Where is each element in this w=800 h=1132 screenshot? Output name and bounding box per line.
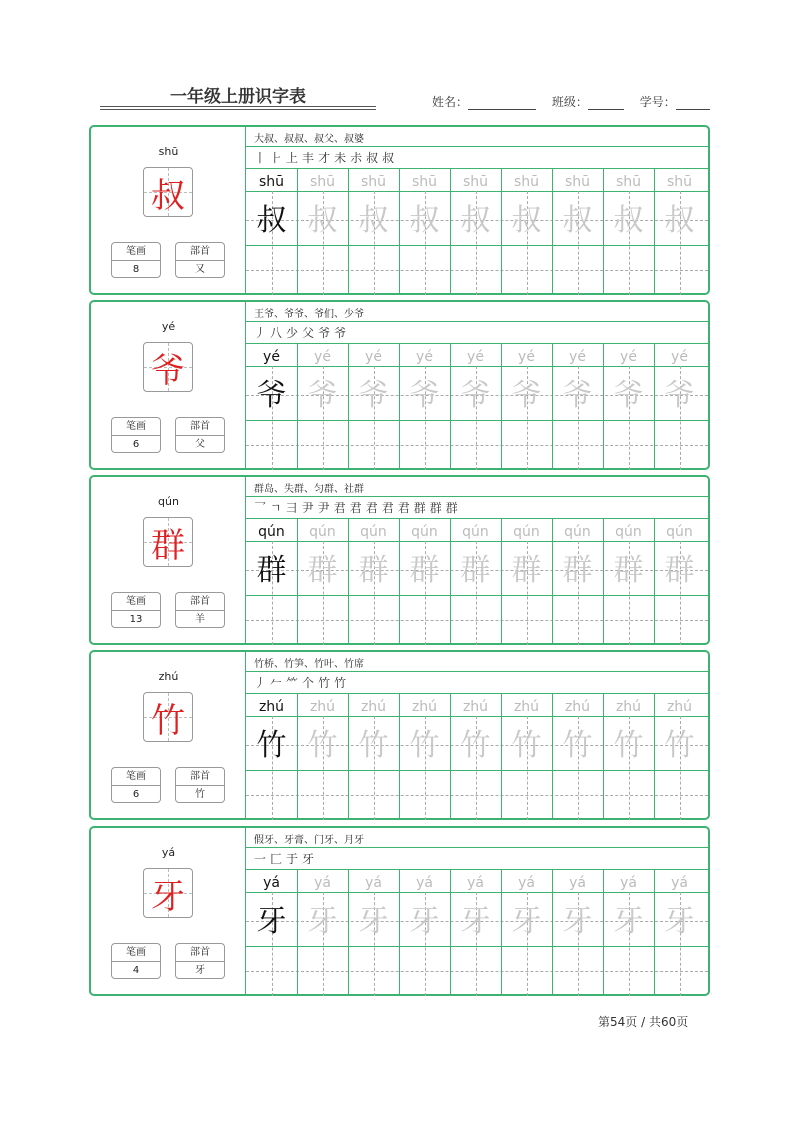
character-trace[interactable]: 叔: [664, 203, 695, 238]
character-display-box: [143, 692, 193, 742]
pinyin-trace[interactable]: yá: [620, 875, 637, 891]
example-words: 竹桥、竹笋、竹叶、竹席: [254, 659, 364, 670]
page-number: 第54页 / 共60页: [598, 1015, 689, 1029]
stroke-step: 未: [334, 151, 347, 165]
character-glyph: 爷: [151, 350, 185, 391]
row-divider: [246, 496, 708, 497]
character-glyph: 牙: [151, 876, 185, 917]
pinyin-trace[interactable]: shū: [513, 174, 540, 190]
pinyin-trace[interactable]: qún: [360, 524, 387, 540]
character-info-panel: [91, 477, 246, 643]
example-words: 王爷、爷爷、爷们、少爷: [254, 309, 364, 320]
character-trace[interactable]: 牙: [613, 904, 644, 939]
character-card: [89, 300, 710, 470]
character-trace[interactable]: 竹: [511, 728, 542, 763]
pinyin-trace[interactable]: qún: [564, 524, 591, 540]
pinyin-label: qún: [158, 495, 179, 508]
character-trace[interactable]: 叔: [562, 203, 593, 238]
pinyin-trace[interactable]: yá: [314, 875, 331, 891]
radical-box: [175, 417, 225, 453]
stroke-step: 爷: [318, 326, 331, 340]
pinyin-model: qún: [258, 524, 285, 540]
stroke-step: 于: [286, 852, 299, 866]
pinyin-model: yé: [263, 349, 280, 365]
character-trace[interactable]: 叔: [511, 203, 542, 238]
pinyin-trace[interactable]: yé: [671, 349, 688, 365]
stroke-step: 爷: [334, 326, 347, 340]
pinyin-trace[interactable]: yé: [620, 349, 637, 365]
number-field[interactable]: [640, 93, 710, 110]
character-trace[interactable]: 牙: [307, 904, 338, 939]
character-glyph: 群: [151, 525, 185, 566]
pinyin-trace[interactable]: yá: [416, 875, 433, 891]
stroke-count-box: [111, 943, 161, 979]
pinyin-trace[interactable]: yá: [518, 875, 535, 891]
pinyin-trace[interactable]: yé: [314, 349, 331, 365]
name-field[interactable]: [432, 93, 536, 110]
stroke-step: 丨: [254, 151, 267, 165]
pinyin-model: yá: [263, 875, 280, 891]
character-trace[interactable]: 群: [511, 553, 542, 588]
pinyin-trace[interactable]: yé: [365, 349, 382, 365]
radical-label: 部首: [176, 243, 224, 261]
character-trace[interactable]: 叔: [613, 203, 644, 238]
character-trace[interactable]: 爷: [562, 378, 593, 413]
stroke-order-sequence: [254, 499, 462, 517]
radical-value: 羊: [195, 614, 205, 625]
character-model: 群: [256, 553, 287, 588]
pinyin-trace[interactable]: qún: [513, 524, 540, 540]
stroke-count-label: 笔画: [112, 768, 160, 786]
pinyin-trace[interactable]: zhú: [360, 699, 387, 715]
pinyin-trace[interactable]: yé: [569, 349, 586, 365]
row-divider: [246, 146, 708, 147]
pinyin-trace[interactable]: yá: [569, 875, 586, 891]
row-divider: [246, 671, 708, 672]
pinyin-trace[interactable]: shū: [666, 174, 693, 190]
character-trace[interactable]: 群: [358, 553, 389, 588]
character-model: 爷: [256, 378, 287, 413]
stroke-step: 叔: [382, 151, 395, 165]
number-label: 学号：: [639, 95, 676, 109]
row-divider: [246, 847, 708, 848]
stroke-step: 君: [349, 501, 362, 515]
pinyin-trace[interactable]: zhú: [513, 699, 540, 715]
stroke-order-sequence: [254, 674, 350, 692]
character-trace[interactable]: 群: [613, 553, 644, 588]
character-trace[interactable]: 牙: [664, 904, 695, 939]
character-card: [89, 650, 710, 820]
guide-line: [246, 971, 708, 972]
pinyin-label: shū: [158, 145, 179, 158]
radical-value: 牙: [195, 965, 205, 976]
stroke-order-sequence: [254, 324, 350, 342]
character-glyph: 叔: [151, 175, 185, 216]
character-trace[interactable]: 爷: [613, 378, 644, 413]
character-display-box: [143, 342, 193, 392]
character-trace[interactable]: 牙: [511, 904, 542, 939]
stroke-count-box: [111, 592, 161, 628]
stroke-step: 乛: [254, 501, 267, 515]
stroke-count-label: 笔画: [112, 593, 160, 611]
character-trace[interactable]: 爷: [358, 378, 389, 413]
character-trace[interactable]: 竹: [358, 728, 389, 763]
character-trace[interactable]: 爷: [409, 378, 440, 413]
pinyin-trace[interactable]: qún: [411, 524, 438, 540]
radical-box: [175, 242, 225, 278]
stroke-count-value: 4: [132, 965, 140, 976]
character-display-box: [143, 167, 193, 217]
pinyin-trace[interactable]: yá: [365, 875, 382, 891]
stroke-step: 丿: [254, 676, 267, 690]
stroke-step: 群: [429, 501, 442, 515]
class-label: 班级：: [551, 95, 588, 109]
radical-box: [175, 767, 225, 803]
example-words: 大叔、叔叔、叔父、叔婆: [254, 134, 364, 145]
stroke-count-label: 笔画: [112, 418, 160, 436]
radical-box: [175, 943, 225, 979]
stroke-step: ⺮: [286, 676, 299, 690]
stroke-step: ⺊: [270, 151, 283, 165]
character-display-box: [143, 517, 193, 567]
pinyin-trace[interactable]: qún: [666, 524, 693, 540]
character-trace[interactable]: 爷: [511, 378, 542, 413]
stroke-count-box: [111, 417, 161, 453]
pinyin-trace[interactable]: shū: [462, 174, 489, 190]
row-divider: [246, 518, 708, 519]
character-trace[interactable]: 竹: [664, 728, 695, 763]
character-trace[interactable]: 叔: [358, 203, 389, 238]
character-model: 竹: [256, 728, 287, 763]
stroke-step: 父: [302, 326, 315, 340]
stroke-step: 群: [445, 501, 458, 515]
radical-label: 部首: [176, 944, 224, 962]
stroke-step: 君: [381, 501, 394, 515]
character-trace[interactable]: 群: [664, 553, 695, 588]
pinyin-trace[interactable]: qún: [462, 524, 489, 540]
student-info-fields: [432, 93, 710, 110]
character-card: [89, 125, 710, 295]
character-trace[interactable]: 叔: [307, 203, 338, 238]
character-info-panel: [91, 302, 246, 468]
character-trace[interactable]: 群: [460, 553, 491, 588]
pinyin-model: zhú: [258, 699, 285, 715]
guide-line: [246, 795, 708, 796]
pinyin-trace[interactable]: zhú: [666, 699, 693, 715]
pinyin-label: zhú: [158, 670, 179, 683]
character-trace[interactable]: 爷: [460, 378, 491, 413]
character-trace[interactable]: 叔: [409, 203, 440, 238]
character-trace[interactable]: 竹: [562, 728, 593, 763]
character-trace[interactable]: 爷: [664, 378, 695, 413]
stroke-step: 竹: [318, 676, 331, 690]
pinyin-trace[interactable]: qún: [309, 524, 336, 540]
stroke-count-label: 笔画: [112, 243, 160, 261]
example-words: 假牙、牙膏、门牙、月牙: [254, 835, 364, 846]
stroke-step: 少: [286, 326, 299, 340]
pinyin-trace[interactable]: zhú: [615, 699, 642, 715]
pinyin-trace[interactable]: yá: [467, 875, 484, 891]
stroke-step: 君: [365, 501, 378, 515]
stroke-order-sequence: [254, 149, 398, 167]
guide-line: [246, 270, 708, 271]
character-display-box: [143, 868, 193, 918]
stroke-count-value: 6: [132, 439, 140, 450]
pinyin-model: shū: [258, 174, 285, 190]
pinyin-trace[interactable]: zhú: [309, 699, 336, 715]
pinyin-trace[interactable]: shū: [309, 174, 336, 190]
radical-label: 部首: [176, 593, 224, 611]
radical-value: 又: [195, 264, 205, 275]
stroke-step: 群: [413, 501, 426, 515]
name-blank[interactable]: [468, 97, 536, 110]
stroke-step: 个: [302, 676, 315, 690]
character-trace[interactable]: 爷: [307, 378, 338, 413]
character-trace[interactable]: 牙: [409, 904, 440, 939]
class-blank[interactable]: [588, 97, 624, 110]
character-trace[interactable]: 牙: [358, 904, 389, 939]
stroke-step: 丰: [302, 151, 315, 165]
stroke-step: 一: [254, 852, 267, 866]
stroke-step: 竹: [334, 676, 347, 690]
character-model: 牙: [256, 904, 287, 939]
page-title: 一年级上册识字表: [170, 87, 306, 107]
title-underline: [100, 109, 376, 110]
row-divider: [246, 693, 708, 694]
stroke-step: 𠂉: [270, 676, 283, 690]
stroke-step: 牙: [302, 852, 315, 866]
stroke-step: 匚: [270, 852, 283, 866]
character-info-panel: [91, 652, 246, 818]
character-trace[interactable]: 群: [307, 553, 338, 588]
character-glyph: 竹: [151, 700, 185, 741]
stroke-step: 君: [333, 501, 346, 515]
character-trace[interactable]: 竹: [409, 728, 440, 763]
name-label: 姓名：: [432, 95, 469, 109]
character-trace[interactable]: 群: [409, 553, 440, 588]
radical-label: 部首: [176, 768, 224, 786]
character-info-panel: [91, 828, 246, 994]
character-info-panel: [91, 127, 246, 293]
pinyin-trace[interactable]: qún: [615, 524, 642, 540]
pinyin-trace[interactable]: zhú: [564, 699, 591, 715]
pinyin-trace[interactable]: shū: [564, 174, 591, 190]
pinyin-trace[interactable]: yé: [416, 349, 433, 365]
character-trace[interactable]: 群: [562, 553, 593, 588]
stroke-step: 丿: [254, 326, 267, 340]
title-underline: [100, 106, 376, 107]
stroke-step: ⺕: [285, 501, 298, 515]
stroke-step: ㄱ: [270, 501, 282, 515]
stroke-step: 尗: [350, 151, 363, 165]
stroke-count-value: 8: [132, 264, 140, 275]
pinyin-trace[interactable]: yé: [518, 349, 535, 365]
pinyin-trace[interactable]: zhú: [462, 699, 489, 715]
radical-value: 父: [195, 439, 205, 450]
character-trace[interactable]: 牙: [460, 904, 491, 939]
row-divider: [246, 168, 708, 169]
pinyin-trace[interactable]: shū: [411, 174, 438, 190]
character-card: [89, 826, 710, 996]
radical-box: [175, 592, 225, 628]
pinyin-trace[interactable]: zhú: [411, 699, 438, 715]
character-trace[interactable]: 牙: [562, 904, 593, 939]
character-card: [89, 475, 710, 645]
character-trace[interactable]: 竹: [460, 728, 491, 763]
stroke-count-label: 笔画: [112, 944, 160, 962]
row-divider: [246, 869, 708, 870]
stroke-count-box: [111, 767, 161, 803]
character-trace[interactable]: 竹: [613, 728, 644, 763]
guide-line: [246, 445, 708, 446]
pinyin-label: yé: [161, 320, 176, 333]
pinyin-trace[interactable]: shū: [615, 174, 642, 190]
radical-value: 竹: [195, 789, 205, 800]
example-words: 群岛、失群、匀群、社群: [254, 484, 364, 495]
pinyin-trace[interactable]: yé: [467, 349, 484, 365]
character-trace[interactable]: 叔: [460, 203, 491, 238]
row-divider: [246, 343, 708, 344]
pinyin-trace[interactable]: yá: [671, 875, 688, 891]
character-model: 叔: [256, 203, 287, 238]
stroke-step: 叔: [366, 151, 379, 165]
stroke-step: 八: [270, 326, 283, 340]
character-trace[interactable]: 竹: [307, 728, 338, 763]
stroke-order-sequence: [254, 850, 318, 868]
stroke-step: 尹: [317, 501, 330, 515]
stroke-step: 才: [318, 151, 331, 165]
stroke-count-box: [111, 242, 161, 278]
radical-label: 部首: [176, 418, 224, 436]
number-blank[interactable]: [676, 97, 710, 110]
stroke-step: 尹: [301, 501, 314, 515]
stroke-step: 君: [397, 501, 410, 515]
stroke-count-value: 6: [132, 789, 140, 800]
guide-line: [246, 620, 708, 621]
stroke-count-value: 13: [129, 614, 143, 625]
pinyin-label: yá: [161, 846, 176, 859]
row-divider: [246, 321, 708, 322]
pinyin-trace[interactable]: shū: [360, 174, 387, 190]
stroke-step: 上: [286, 151, 299, 165]
class-field[interactable]: [552, 93, 624, 110]
